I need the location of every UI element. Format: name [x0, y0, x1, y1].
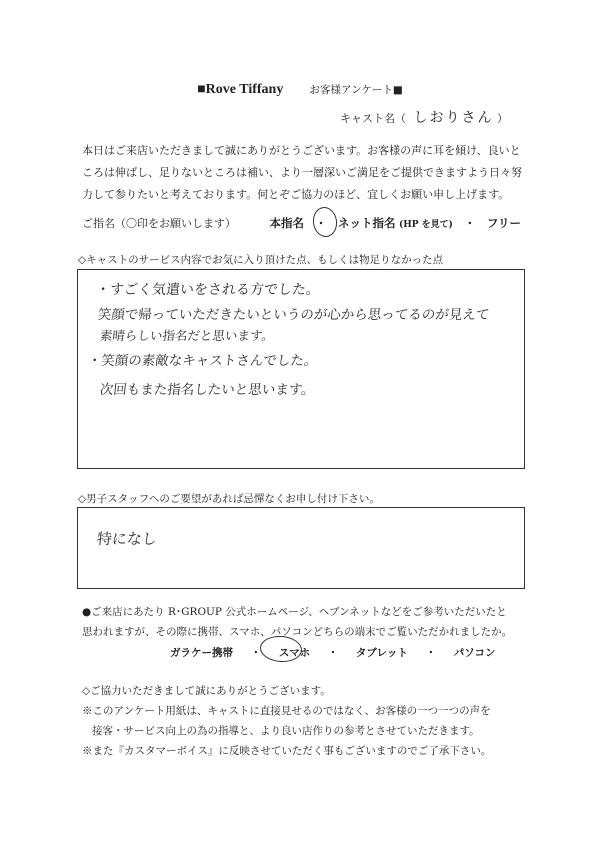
closing-note: 接客・サービス向上の為の指導と、より良い店作りの参考とさせていただきます。	[92, 725, 480, 737]
option-honshimei[interactable]: 本指名	[269, 216, 304, 230]
separator: ・	[250, 647, 262, 659]
option-pc[interactable]: パソコン	[453, 647, 496, 659]
cast-name-line	[340, 107, 508, 127]
option-free[interactable]: フリー	[486, 216, 521, 230]
cast-close: ）	[497, 112, 508, 125]
separator: ・	[315, 217, 327, 230]
q2-answer: 特になし	[96, 530, 158, 548]
q2-heading: ◇男子スタッフへのご要望があれば忌憚なくお申し付け下さい。	[78, 493, 380, 505]
option-smartphone[interactable]: スマホ	[278, 647, 311, 659]
q3-text	[82, 602, 542, 642]
intro-line: ころは伸ばし、足りないところは補い、より一層深いご満足をご提供できますよう日々努	[82, 166, 522, 179]
survey-subtitle: お客様アンケート■	[309, 84, 403, 96]
q1-answer-box[interactable]	[77, 269, 525, 469]
cast-label: キャスト名（	[340, 112, 406, 125]
option-net-shimei[interactable]: ネット指名	[338, 216, 396, 230]
q1-answer-line: ・笑顔の素敵なキャストさんでした。	[86, 353, 319, 369]
q1-answer-line: 次回もまた指名したいと思います。	[98, 382, 316, 398]
separator: ・	[464, 217, 476, 230]
closing-note: ※また『カスタマーボイス』に反映させていただく事もございますのでご了承下さい。	[82, 745, 492, 757]
option-feature-phone[interactable]: ガラケー携帯	[170, 647, 233, 659]
intro-line: 力して参りたいと考えております。何とぞご協力のほど、宜しくお願い申し上げます。	[82, 188, 510, 201]
option-net-hp-note: (HP を見て)	[399, 220, 453, 230]
brand-name: ■Rove Tiffany	[197, 82, 284, 97]
closing-notes	[82, 681, 552, 761]
selection-circle-mark	[311, 205, 339, 238]
survey-title	[0, 82, 600, 98]
q3-line: 思われますが、その際に携帯、スマホ、パソコンどちらの端末でご覧いただかれましたか。	[82, 626, 513, 638]
separator: ・	[425, 647, 437, 659]
intro-line: 本日はご来店いただきまして誠にありがとうございます。お客様の声に耳を傾け、良いと	[82, 144, 521, 157]
cast-name-handwritten: しおりさん	[413, 110, 494, 126]
q1-heading: ◇キャストのサービス内容でお気に入り頂けた点、もしくは物足りなかった点	[78, 254, 444, 266]
separator: ・	[327, 647, 339, 659]
q1-answer-line: ・すごく気遣いをされる方でした。	[95, 282, 321, 298]
q1-answer-line: 笑顔で帰っていただきたいというのが心から思ってるのが見えて	[96, 307, 491, 323]
device-options-row	[170, 645, 510, 660]
closing-thanks: ◇ご協力いただきまして誠にありがとうございます。	[82, 685, 331, 697]
q3-line: ●ご来店にあたり R･GROUP 公式ホームページ、ヘブンネットなどをご参考いただいたと	[82, 606, 507, 618]
q1-answer-line: 素晴らしい指名だと思います。	[99, 328, 275, 343]
nomination-label: ご指名（〇印をお願いします）	[82, 217, 236, 230]
intro-paragraph	[82, 140, 534, 206]
option-tablet[interactable]: タブレット	[355, 647, 408, 659]
closing-note: ※このアンケート用紙は、キャストに直接見せるのではなく、お客様の一つ一つの声を	[82, 705, 491, 717]
